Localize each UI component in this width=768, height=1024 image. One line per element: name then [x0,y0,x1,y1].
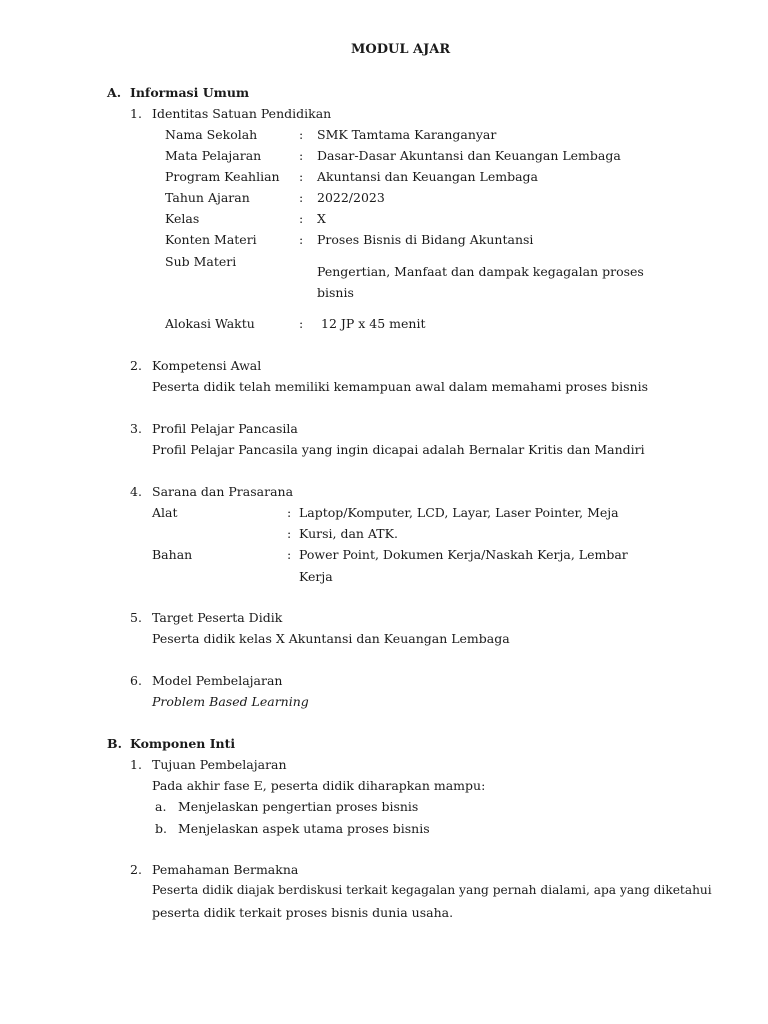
row-value: SMK Tamtama Karanganyar [317,127,497,142]
target-heading: Target Peserta Didik [152,610,283,625]
item-number: 4. [130,484,142,499]
profil-heading: Profil Pelajar Pancasila [152,421,298,436]
kompetensi-text: Peserta didik telah memiliki kemampuan awal dalam memahami proses bisnis [152,379,648,394]
alat-value: Laptop/Komputer, LCD, Layar, Laser Pointer, Meja [299,505,619,520]
item-number: 1. [130,106,142,121]
item-number: 6. [130,673,142,688]
list-item: Menjelaskan aspek utama proses bisnis [178,821,430,836]
profil-text: Profil Pelajar Pancasila yang ingin dicapai adalah Bernalar Kritis dan Mandiri [152,442,645,457]
bahan-key: Bahan [152,547,193,562]
alat-value-continued: Kursi, dan ATK. [299,526,398,541]
item-number: 3. [130,421,142,436]
row-separator: : [299,316,304,331]
pemahaman-text-continued: peserta didik terkait proses bisnis dunia usaha. [152,905,454,920]
tujuan-heading: Tujuan Pembelajaran [152,757,287,772]
row-value: 2022/2023 [317,190,385,205]
kompetensi-heading: Kompetensi Awal [152,358,262,373]
alat-key: Alat [152,505,178,520]
row-key: Program Keahlian [165,169,280,184]
bahan-separator: : [287,547,292,562]
tujuan-intro: Pada akhir fase E, peserta didik diharapkan mampu: [152,778,486,793]
row-key: Alokasi Waktu [165,316,255,331]
row-value: Dasar-Dasar Akuntansi dan Keuangan Lembaga [317,148,621,163]
identitas-heading: Identitas Satuan Pendidikan [152,106,332,121]
document-title: MODUL AJAR [351,42,451,57]
row-key: Sub Materi [165,254,237,269]
list-item: Menjelaskan pengertian proses bisnis [178,799,419,814]
row-key: Nama Sekolah [165,127,258,142]
item-number: 2. [130,358,142,373]
item-number: 1. [130,757,142,772]
bahan-value: Power Point, Dokumen Kerja/Naskah Kerja, Lembar [299,547,628,562]
model-heading: Model Pembelajaran [152,673,283,688]
row-key: Tahun Ajaran [165,190,250,205]
sarana-heading: Sarana dan Prasarana [152,484,294,499]
section-b-letter: B. [107,736,122,751]
row-key: Konten Materi [165,232,257,247]
item-number: 5. [130,610,142,625]
alat-separator: : [287,505,292,520]
bahan-value-continued: Kerja [299,569,333,584]
model-text: Problem Based Learning [152,694,309,709]
row-value: 12 JP x 45 menit [321,316,426,331]
row-value: Pengertian, Manfaat dan dampak kegagalan proses [317,264,644,279]
list-marker: a. [155,799,167,814]
row-value-continued: bisnis [317,285,354,300]
row-separator: : [299,190,304,205]
list-marker: b. [155,821,167,836]
section-a-title: Informasi Umum [130,85,250,100]
row-separator: : [299,127,304,142]
row-separator: : [299,232,304,247]
row-key: Mata Pelajaran [165,148,262,163]
section-a-letter: A. [107,85,122,100]
pemahaman-heading: Pemahaman Bermakna [152,862,299,877]
pemahaman-text: Peserta didik diajak berdiskusi terkait kegagalan yang pernah dialami, apa yang diketahui [152,883,712,897]
row-value: X [317,211,326,226]
target-text: Peserta didik kelas X Akuntansi dan Keuangan Lembaga [152,631,510,646]
row-separator: : [299,148,304,163]
alat-separator: : [287,526,292,541]
row-key: Kelas [165,211,200,226]
row-value: Proses Bisnis di Bidang Akuntansi [317,232,534,247]
row-separator: : [299,211,304,226]
row-value: Akuntansi dan Keuangan Lembaga [317,169,538,184]
item-number: 2. [130,862,142,877]
row-separator: : [299,169,304,184]
section-b-title: Komponen Inti [130,736,236,751]
